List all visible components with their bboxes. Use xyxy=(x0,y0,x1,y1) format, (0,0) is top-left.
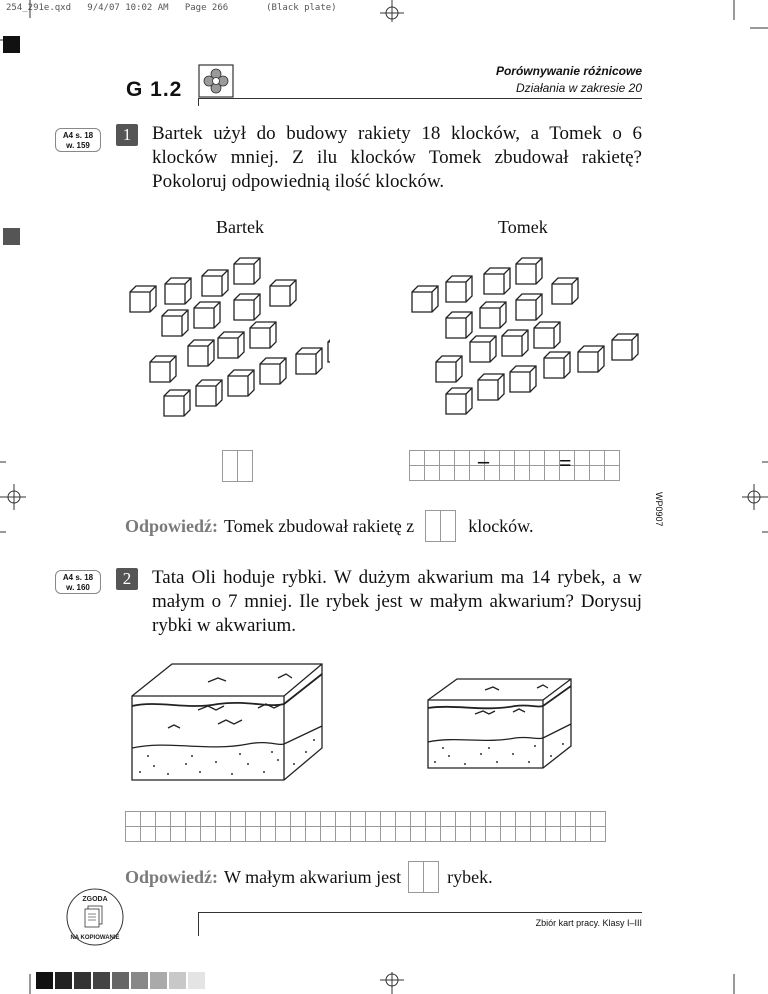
answer1-box[interactable] xyxy=(426,511,456,542)
task2-answer xyxy=(125,862,493,893)
answer-label: Odpowiedź: xyxy=(125,867,219,887)
tomek-blocks xyxy=(402,250,652,430)
footer-text: Zbiór kart pracy. Klasy I–III xyxy=(535,918,642,928)
answer-text-end: rybek. xyxy=(447,867,493,887)
large-aquarium xyxy=(128,660,338,786)
label-tomek: Tomek xyxy=(498,217,548,237)
small-aquarium xyxy=(425,676,577,772)
answer-label: Odpowiedź: xyxy=(125,516,219,536)
color-bar xyxy=(36,972,205,989)
bartek-blocks xyxy=(110,250,330,430)
task1-reference-exercise: w. 159 xyxy=(66,141,90,150)
header-rule xyxy=(198,98,642,99)
task1-reference-page: A4 s. 18 xyxy=(62,131,94,140)
stamp-bottom-text: NA KOPIOWANIE xyxy=(70,935,120,941)
calculation-grid[interactable] xyxy=(126,812,606,842)
task1-answer xyxy=(125,511,534,542)
answer-text-end: klocków. xyxy=(468,516,534,536)
task2-reference xyxy=(55,570,101,594)
label-bartek: Bartek xyxy=(216,217,264,237)
task2-text: Tata Oli hoduje rybki. W dużym akwarium ma 14 rybek, a w małym o 7 mniej. Ile rybek jest w małym akwarium? Dorysuj rybki w akwarium. xyxy=(152,567,642,636)
print-plate: (Black plate) xyxy=(266,3,337,13)
task2-reference-exercise: w. 160 xyxy=(66,583,90,592)
side-code: WP0907 xyxy=(654,492,664,527)
section-code: G 1.2 xyxy=(126,78,183,101)
topic-subtitle: Działania w zakresie 20 xyxy=(515,81,642,95)
minus-sign: – xyxy=(478,448,489,473)
task1-reference xyxy=(55,128,101,152)
footer-rule xyxy=(198,912,642,913)
block-icon xyxy=(130,286,156,312)
task2-reference-page: A4 s. 18 xyxy=(62,573,94,582)
answer2-box[interactable] xyxy=(409,862,439,893)
print-datetime: 9/4/07 10:02 AM xyxy=(87,3,169,13)
header-rule-vertical xyxy=(198,98,199,106)
bartek-number-box[interactable] xyxy=(223,451,253,482)
print-filename: 254_291e.qxd xyxy=(6,3,72,13)
answer-text: Tomek zbudował rakietę z xyxy=(224,516,415,536)
copy-permission-stamp xyxy=(64,886,126,948)
task1-number: 1 xyxy=(116,124,138,146)
topic-title: Porównywanie różnicowe xyxy=(495,64,642,78)
answer-text: W małym akwarium jest xyxy=(224,867,402,887)
stamp-top-text: ZGODA xyxy=(82,896,108,903)
footer-rule-vertical xyxy=(198,912,199,936)
equals-sign: = xyxy=(559,450,572,475)
task2-number: 2 xyxy=(116,568,138,590)
print-page: Page 266 xyxy=(184,3,229,13)
task1-text: Bartek użył do budowy rakiety 18 klocków, a Tomek o 6 klocków mniej. Z ilu klocków Tomek zbudował rakietę? Pokoloruj odpowiednią ilość klocków. xyxy=(152,123,642,192)
flower-icon xyxy=(198,64,234,98)
equation-grid[interactable] xyxy=(410,451,620,481)
